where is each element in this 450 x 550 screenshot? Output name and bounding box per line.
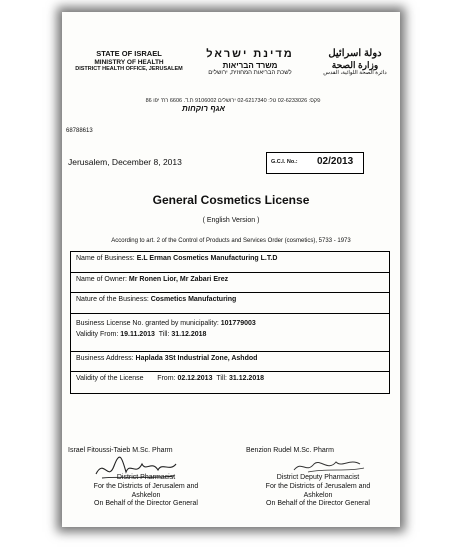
version-note: ( English Version ) bbox=[202, 217, 260, 224]
validity-till-value: 31.12.2018 bbox=[171, 331, 207, 339]
validity-from-value: 19.11.2013 bbox=[120, 331, 155, 339]
address-label: Business Address: bbox=[76, 354, 134, 362]
license-till-value: 31.12.2018 bbox=[228, 375, 265, 382]
license-till-label: Till: bbox=[216, 375, 228, 382]
office-name-en: DISTRICT HEALTH OFFICE, JERUSALEM bbox=[75, 66, 183, 73]
row-municipal-license bbox=[71, 314, 389, 352]
right-signatory-line4: On Behalf of the Director General bbox=[266, 500, 370, 508]
ministry-name-ar: وزارة الصحة bbox=[331, 59, 379, 70]
office-name-ar: دائرة الصحة اللوائية، القدس bbox=[323, 69, 387, 76]
left-signatory-line2: For the Districts of Jerusalem and bbox=[93, 482, 199, 490]
office-address-line: פקס: 02-6233026 טל: 02-6217340 ירושלים 9106002 ת.ד. 6606 רח' יפו 86 bbox=[145, 98, 321, 104]
left-signatory-name: Israel Fitoussi-Taieb M.Sc. Pharm bbox=[68, 447, 173, 454]
state-name-he: מדינת ישראל bbox=[206, 48, 294, 60]
issue-date: Jerusalem, December 8, 2013 bbox=[68, 157, 182, 167]
validity-from-label: Validity From: bbox=[76, 331, 119, 339]
license-from-value: 02.12.2013 bbox=[177, 375, 213, 382]
address-value: Haplada 3St Industrial Zone, Ashdod bbox=[135, 354, 258, 362]
license-document bbox=[62, 12, 400, 527]
row-address bbox=[71, 352, 389, 373]
left-signatory-line3: Ashkelon bbox=[131, 491, 161, 499]
license-validity-label: Validity of the License bbox=[76, 375, 144, 382]
right-signatory-line2: For the Districts of Jerusalem and bbox=[265, 482, 371, 490]
row-business-name bbox=[71, 252, 389, 273]
owner-label: Name of Owner: bbox=[76, 275, 127, 283]
business-name-label: Name of Business: bbox=[76, 255, 135, 262]
document-title: General Cosmetics License bbox=[152, 193, 310, 207]
right-signatory-name: Benzion Rudel M.Sc. Pharm bbox=[246, 447, 334, 454]
license-details-table bbox=[70, 251, 390, 394]
business-name-value: E.L Erman Cosmetics Manufacturing L.T.D bbox=[136, 255, 278, 262]
ministry-name-he: משרד הבריאות bbox=[222, 60, 278, 70]
nature-value: Cosmetics Manufacturing bbox=[150, 296, 237, 303]
letterhead-english bbox=[70, 50, 188, 72]
row-license-validity bbox=[71, 372, 389, 393]
right-signatory-line3: Ashkelon bbox=[303, 491, 333, 499]
nature-label: Nature of the Business: bbox=[76, 296, 149, 303]
gcl-number-box bbox=[266, 152, 364, 174]
letterhead-arabic bbox=[314, 48, 396, 76]
gcl-value: 02/2013 bbox=[317, 156, 354, 167]
license-from-label: From: bbox=[157, 375, 176, 382]
state-name-en: STATE OF ISRAEL bbox=[96, 49, 162, 58]
left-signatory-title: District Pharmacist bbox=[116, 474, 176, 481]
legal-basis: According to art. 2 of the Control of Products and Services Order (cosmetics), 5733 - 1973 bbox=[111, 238, 351, 244]
owner-value: Mr Ronen Lior, Mr Zabari Erez bbox=[128, 275, 229, 283]
right-signatory-title: District Deputy Pharmacist bbox=[276, 474, 360, 481]
department-line: אגף רוקחות bbox=[182, 104, 225, 113]
left-signatory-block bbox=[66, 474, 226, 509]
left-signatory-line4: On Behalf of the Director General bbox=[94, 500, 198, 508]
state-name-ar: دولة اسرائيل bbox=[328, 48, 382, 59]
validity-till-label: Till: bbox=[158, 331, 170, 339]
row-owner bbox=[71, 273, 389, 294]
row-nature bbox=[71, 293, 389, 314]
gcl-label: G.C.I. No.: bbox=[271, 159, 298, 165]
license-no-label: Business License No. granted by municipality: bbox=[76, 319, 219, 327]
letterhead-hebrew bbox=[190, 48, 310, 77]
reference-number: 68788613 bbox=[66, 128, 93, 134]
office-name-he: לשכת הבריאות המחוזית, ירושלים bbox=[208, 69, 292, 76]
ministry-name-en: MINISTRY OF HEALTH bbox=[94, 58, 164, 66]
right-signatory-block bbox=[238, 474, 398, 509]
license-no-value: 101779003 bbox=[220, 319, 256, 327]
